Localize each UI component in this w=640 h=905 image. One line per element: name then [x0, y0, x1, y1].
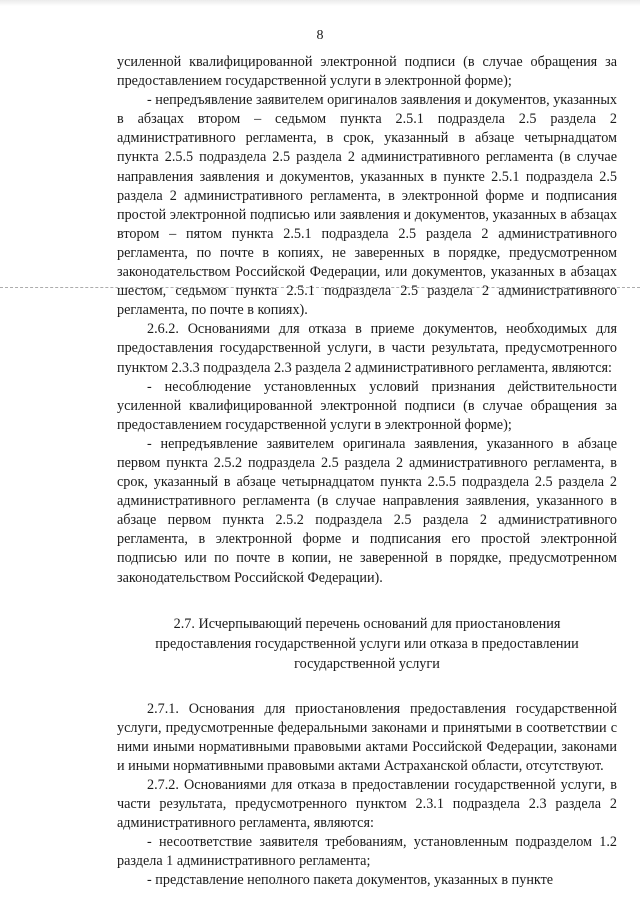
list-item: - непредъявление заявителем оригинала заявления, указанного в абзаце первом пункта 2.5.2 подраздела 2.5 раздела 2 административного регламента, в срок, указанный в абзаце четырнадцатом пункта 2.5.5 подраздела 2.5 раздела 2 административного регламента (в случае направления заявления, указанного в абзаце первом пункта 2.5.2 подраздела 2.5 раздела 2 административного регламента, в электронной форме и подписания его простой электронной подписью или по почте в копии, не заверенной в порядке, предусмотренном законодательством Российской Федерации).: [117, 435, 617, 586]
scan-edge: [0, 0, 640, 6]
document-body: [117, 53, 617, 891]
section-heading-2-7: 2.7. Исчерпывающий перечень оснований для приостановления предоставления государственной услуги или отказа в предоставлении государственной услуги: [155, 615, 579, 672]
list-item: - несоответствие заявителя требованиям, установленным подразделом 1.2 раздела 1 административного регламента;: [117, 834, 617, 870]
clause-2-7-2: 2.7.2. Основаниями для отказа в предоставлении государственной услуги, в части результата, предусмотренного пунктом 2.3.1 подраздела 2.3 раздела 2 административного регламента, являются:: [117, 777, 617, 832]
clause-2-6-2: 2.6.2. Основаниями для отказа в приеме документов, необходимых для предоставления государственной услуги, в части результата, предусмотренного пунктом 2.3.3 подраздела 2.3 раздела 2 административного регламента, являются:: [117, 321, 617, 376]
page-number: 8: [316, 28, 324, 43]
list-item: - несоблюдение установленных условий признания действительности усиленной квалифицированной электронной подписи (в случае обращения за предоставлением государственной услуги в электронной форме);: [117, 378, 617, 433]
list-item: - представление неполного пакета документов, указанных в пункте: [147, 872, 554, 889]
clause-2-7-1: 2.7.1. Основания для приостановления предоставления государственной услуги, предусмотренные федеральными законами и принятыми в соответствии с ними иными нормативными правовыми актами Российской Федерации, законами и иными нормативными правовыми актами Астраханской области, отсутствуют.: [117, 700, 617, 774]
list-item: - непредъявление заявителем оригиналов заявления и документов, указанных в абзацах втором – седьмом пункта 2.5.1 подраздела 2.5 раздела 2 административного регламента, в срок, указанный в абзаце четырнадцатом пункта 2.5.5 подраздела 2.5 раздела 2 административного регламента (в случае направления заявления и документов, указанных в пункте 2.5.1 подраздела 2.5 раздела 2 административного регламента, в электронной форме и подписания простой электронной подписью или заявления и документов, указанных в абзацах втором – пятом пункта 2.5.1 подраздела 2.5 раздела 2 административного регламента, по почте в копиях, не заверенных в порядке, предусмотренном законодательством Российской Федерации, или документов, указанных в абзацах шестом, седьмом пункта 2.5.1 подраздела 2.5 раздела 2 административного регламента, по почте в копиях).: [117, 92, 617, 319]
paragraph-continuation: усиленной квалифицированной электронной подписи (в случае обращения за предоставлением государственной услуги в электронной форме);: [117, 54, 617, 90]
